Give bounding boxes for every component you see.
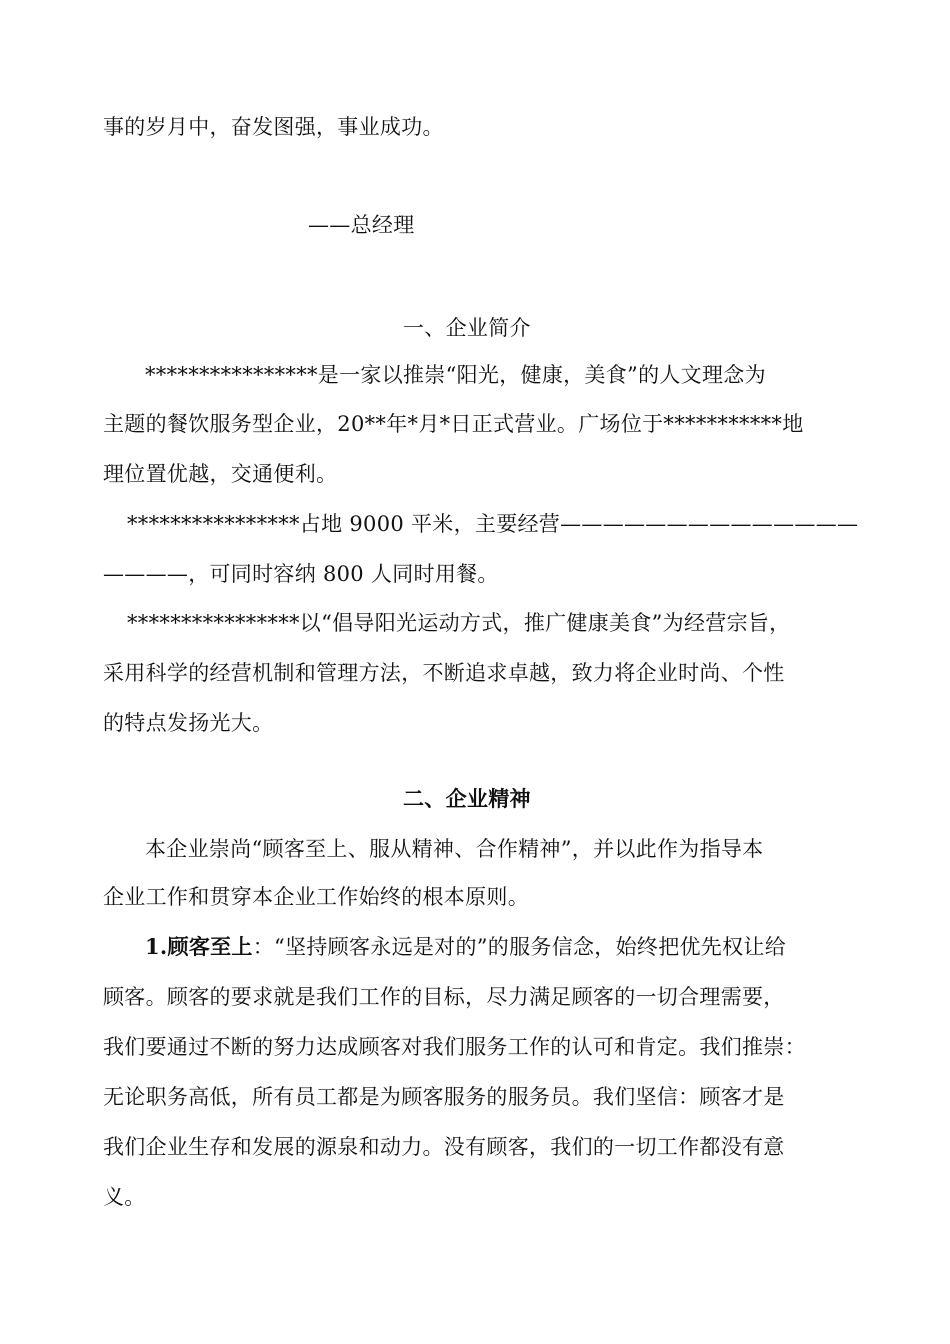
text-line: 事的岁月中，奋发图强，事业成功。 (103, 115, 444, 139)
paragraph-line: ****************是一家以推崇“阳光，健康，美食”的人文理念为 (145, 363, 766, 387)
paragraph-line: 义。 (103, 1185, 146, 1209)
paragraph-line: ****************占地 9000 平米，主要经营—————————————— (127, 512, 859, 536)
paragraph-line: 主题的餐饮服务型企业，20**年*月*日正式营业。广场位于***********地 (103, 412, 804, 436)
paragraph-line: 无论职务高低，所有员工都是为顾客服务的服务员。我们坚信：顾客才是 (103, 1085, 785, 1109)
paragraph-line: 理位置优越，交通便利。 (103, 462, 338, 486)
paragraph-line: ————，可同时容纳 800 人同时用餐。 (103, 562, 499, 586)
paragraph-line: 采用科学的经营机制和管理方法，不断追求卓越，致力将企业时尚、个性 (103, 661, 785, 685)
paragraph-line: 本企业崇尚“顾客至上、服从精神、合作精神”，并以此作为指导本 (145, 837, 764, 861)
section-heading-2: 二、企业精神 (403, 786, 531, 811)
paragraph-line (145, 932, 786, 962)
paragraph-line: 企业工作和贯穿本企业工作始终的根本原则。 (103, 885, 529, 909)
section-heading-1: 一、企业简介 (403, 316, 531, 340)
paragraph-line: 我们企业生存和发展的源泉和动力。没有顾客，我们的一切工作都没有意 (103, 1135, 785, 1159)
subheading-customer-first: 1.顾客至上 (145, 934, 253, 959)
paragraph-line: ****************以“倡导阳光运动方式，推广健康美食”为经营宗旨， (127, 611, 791, 635)
paragraph-line: 我们要通过不断的努力达成顾客对我们服务工作的认可和肯定。我们推崇： (103, 1035, 806, 1059)
paragraph-text: ：“坚持顾客永远是对的”的服务信念，始终把优先权让给 (252, 935, 787, 959)
paragraph-line: 顾客。顾客的要求就是我们工作的目标，尽力满足顾客的一切合理需要， (103, 985, 785, 1009)
paragraph-line: 的特点发扬光大。 (103, 711, 274, 735)
signature-line: ——总经理 (308, 213, 415, 237)
